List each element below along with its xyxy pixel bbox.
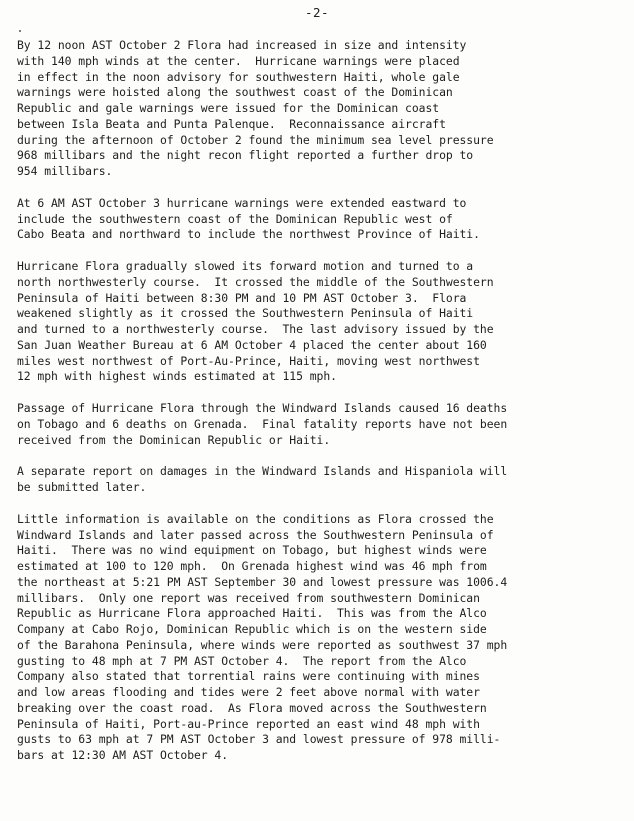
text-line: breaking over the coast road. As Flora moved across the Southwestern [17, 700, 487, 715]
text-line: Company also stated that torrential rains were continuing with mines [17, 669, 480, 684]
text-line: with 140 mph winds at the center. Hurricane warnings were placed [17, 53, 460, 68]
paragraph-oct3-warnings [17, 196, 621, 243]
text-line: Peninsula of Haiti, Port-au-Prince reported an east wind 48 mph with [17, 716, 480, 731]
text-line: Company at Cabo Rojo, Dominican Republic which is on the western side [17, 622, 487, 636]
text-line: San Juan Weather Bureau at 6 AM October 4 placed the center about 160 [17, 337, 487, 352]
text-line: By 12 noon AST October 2 Flora had increased in size and intensity [17, 38, 467, 52]
paragraph-gap [17, 496, 621, 512]
text-line: At 6 AM AST October 3 hurricane warnings were extended eastward to [17, 195, 467, 210]
text-line: Republic and gale warnings were issued for the Dominican coast [17, 101, 440, 115]
text-line: 12 mph with highest winds estimated at 115 mph. [17, 369, 337, 384]
text-line: on Tobago and 6 deaths on Grenada. Final fatality reports have not been [17, 416, 508, 431]
text-line: of the Barahona Peninsula, where winds were reported as southwest 37 mph [17, 637, 508, 652]
text-line: Cabo Beata and northward to include the northwest Province of Haiti. [17, 227, 480, 242]
paragraph-track [17, 259, 621, 385]
text-line: Little information is available on the conditions as Flora crossed the [17, 511, 494, 526]
text-line: miles west northwest of Port-Au-Prince, Haiti, moving west northwest [17, 353, 480, 368]
document-body [17, 38, 621, 764]
text-line: Peninsula of Haiti between 8:30 PM and 10 PM AST October 3. Flora [17, 290, 467, 305]
text-line: weakened slightly as it crossed the Southwestern Peninsula of Haiti [17, 306, 474, 321]
text-line: during the afternoon of October 2 found the minimum sea level pressure [17, 132, 494, 147]
text-line: warnings were hoisted along the southwest coast of the Dominican [17, 85, 453, 100]
text-line: be submitted later. [17, 480, 147, 494]
text-line: millibars. Only one report was received from southwestern Dominican [17, 590, 480, 605]
paragraph-deaths [17, 401, 621, 448]
scan-speck [19, 30, 21, 32]
text-line: Windward Islands and later passed across the Southwestern Peninsula of [17, 527, 494, 542]
text-line: Haiti. There was no wind equipment on Tobago, but highest winds were [17, 543, 487, 558]
text-line: the northeast at 5:21 PM AST September 30 and lowest pressure was 1006.4 [17, 574, 508, 589]
text-line: 968 millibars and the night recon flight reported a further drop to [17, 148, 474, 163]
text-line: bars at 12:30 AM AST October 4. [17, 748, 229, 762]
text-line: include the southwestern coast of the Dominican Republic west of [17, 211, 453, 226]
paragraph-gap [17, 180, 621, 196]
text-line: in effect in the noon advisory for southwestern Haiti, whole gale [17, 69, 460, 84]
paragraph-gap [17, 385, 621, 401]
paragraph-gap [17, 243, 621, 259]
text-line: and low areas flooding and tides were 2 feet above normal with water [17, 685, 480, 699]
paragraph-gap [17, 448, 621, 464]
text-line: gusts to 63 mph at 7 PM AST October 3 and lowest pressure of 978 milli- [17, 732, 501, 747]
page-number: -2- [304, 5, 330, 20]
paragraph-conditions [17, 512, 621, 764]
text-line: A separate report on damages in the Windward Islands and Hispaniola will [17, 464, 508, 479]
paragraph-damage-report [17, 464, 621, 496]
text-line: Hurricane Flora gradually slowed its forward motion and turned to a [17, 259, 474, 273]
text-line: north northwesterly course. It crossed the middle of the Southwestern [17, 274, 494, 289]
paragraph-oct2-noon [17, 38, 621, 180]
text-line: between Isla Beata and Punta Palenque. Reconnaissance aircraft [17, 116, 446, 131]
text-line: Passage of Hurricane Flora through the Windward Islands caused 16 deaths [17, 401, 508, 415]
text-line: gusting to 48 mph at 7 PM AST October 4. The report from the Alco [17, 653, 467, 668]
text-line: Republic as Hurricane Flora approached Haiti. This was from the Alco [17, 606, 487, 621]
text-line: and turned to a northwesterly course. The last advisory issued by the [17, 322, 494, 336]
text-line: estimated at 100 to 120 mph. On Grenada highest wind was 46 mph from [17, 559, 487, 573]
text-line: 954 millibars. [17, 164, 113, 178]
text-line: received from the Dominican Republic or Haiti. [17, 432, 331, 447]
